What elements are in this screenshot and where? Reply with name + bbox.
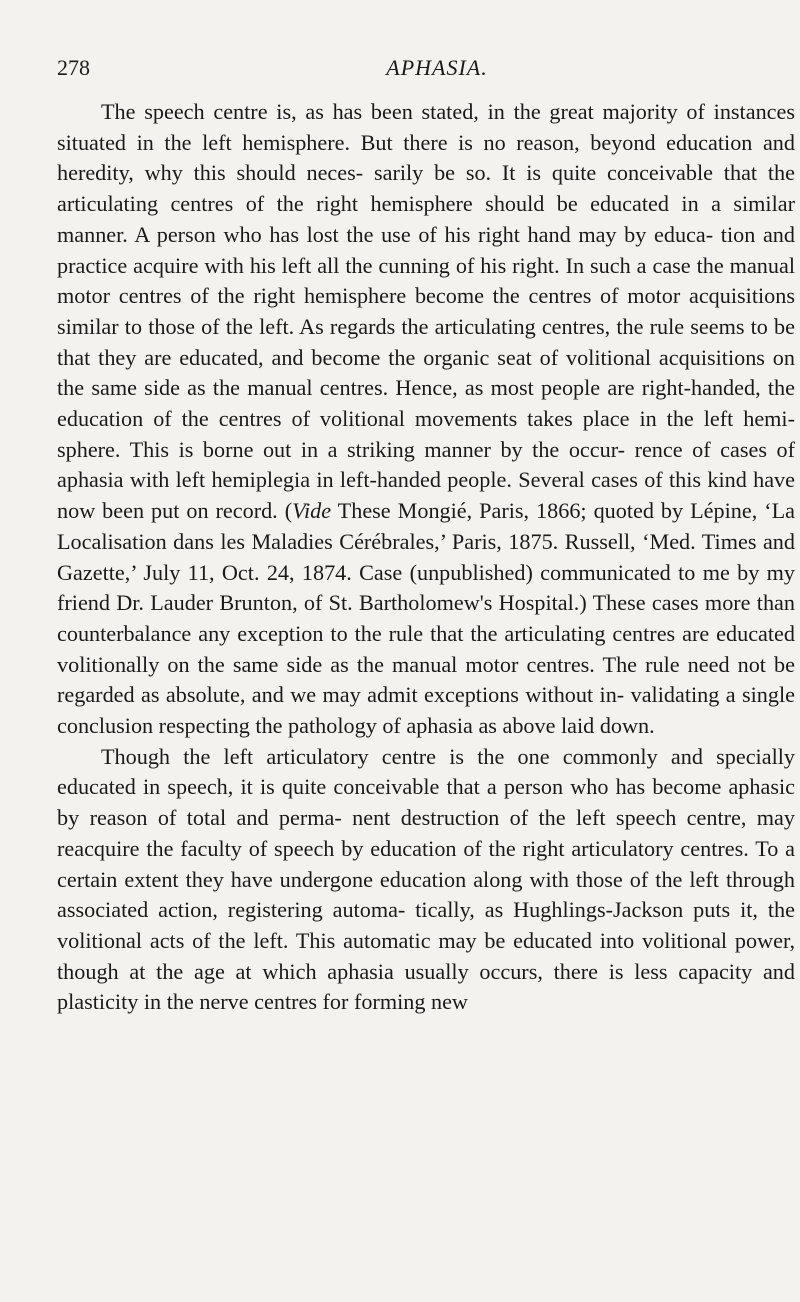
page-number: 278 <box>57 55 90 80</box>
paragraph-1-text: The speech centre is, as has been stated, in the great majority of instances situated in the left hemisphere. But there is no reason, beyond education and heredity, why this should neces- sarily be so. It is quite conceivable that the articulating centres of the right hemisphere should be educated in a similar manner. A person who has lost the use of his right hand may by educa- tion and practice acquire with his left all the cunning of his right. In such a case the manual motor centres of the right hemisphere become the centres of motor acquisitions similar to those of the left. As regards the articulating centres, the rule seems to be that they are educated, and become the organic seat of volitional acquisitions on the same side as the manual centres. Hence, as most people are right-handed, the education of the centres of volitional movements takes place in the left hemi- sphere. This is borne out in a striking manner by the occur- rence of cases of aphasia with left hemiplegia in left-handed people. Several cases of this kind have now been put on record. ( <box>57 99 795 524</box>
paragraph-1 <box>57 97 795 742</box>
paragraph-2-text: Though the left articulatory centre is the one commonly and specially educated in speech, it is quite conceivable that a person who has become aphasic by reason of total and perma- nent destruction of the left speech centre, may reacquire the faculty of speech by education of the right articulatory centres. To a certain extent they have undergone education along with those of the left through associated action, registering automa- tically, as Hughlings-Jackson puts it, the volitional acts of the left. This automatic may be educated into volitional power, though at the age at which aphasia usually occurs, there is less capacity and plasticity in the nerve centres for forming new <box>57 743 795 1015</box>
vide-italic: Vide <box>292 498 332 524</box>
paragraph-1-text-continued: These Mongié, Paris, 1866; quoted by Lépine, ‘La Localisation dans les Maladies Cérébrales,’ Paris, 1875. Russell, ‘Med. Times and Gazette,’ July 11, Oct. 24, 1874. Case (unpublished) communicated to me by my friend Dr. Lauder Brunton, of St. Bartholomew's Hospital.) These cases more than counterbalance any exception to the rule that the articulating centres are educated volitionally on the same side as the manual motor centres. The rule need not be regarded as absolute, and we may admit exceptions without in- validating a single conclusion respecting the pathology of aphasia as above laid down. <box>57 498 795 739</box>
running-title: APHASIA. <box>386 55 488 80</box>
running-head <box>57 55 795 85</box>
body-text <box>57 97 795 1018</box>
paragraph-2 <box>57 742 795 1018</box>
